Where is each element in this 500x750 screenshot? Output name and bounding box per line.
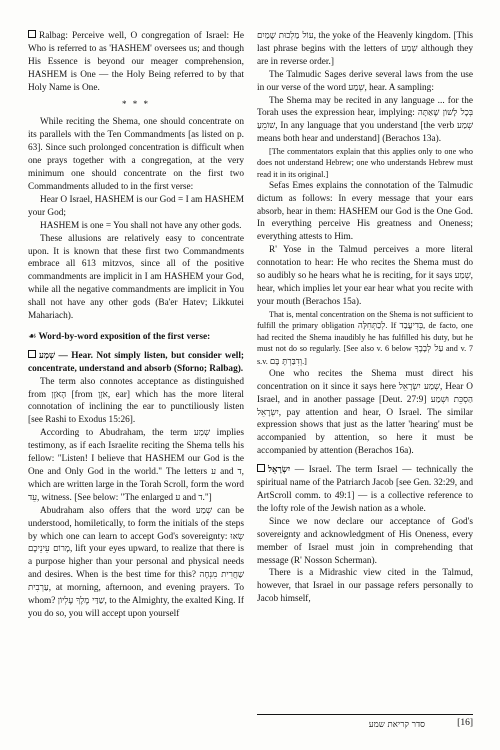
acceptance-paragraph: The term also connotes acceptance as distinguished from הָאֹזֶן [from אֹזֶן, ear] which has the more literal connotation of inclining the ear to punctiliously listen [see Rashi to Exodus 15:26].	[28, 376, 245, 426]
allusions-paragraph: These allusions are relatively easy to concentrate upon. It is known that these first two Commandments embrace all 613 mitzvos, since all of the positive commandments are implicit in I am HASHEM your God, while all the negative commandments are implicit in You shall not have any other gods (Ba'er Hatev; Likkutei Mahariach).	[28, 233, 244, 322]
ralbag-paragraph: Ralbag: Perceive well, O congregation of Israel: He Who is referred to as 'HASHEM' oversees us; and though His Essence is beyond our meager comprehension, HASHEM is One — the Holy Being referred to by that Holy Name is One.	[28, 31, 244, 93]
concentration-note: That is, mental concentration on the Shema is not sufficient to fulfill the primary obligation לְכַתְּחִלָּה. If בְּדִיעֲבַד, de facto, one had recited the Shema inaudibly he has fulfilled his duty, but he must not do so regularly. [See also v. 6 below עַל לְבָבֶךָ and v. 7 s.v. וְדִבַּרְתָּ בָּם.]	[257, 309, 473, 367]
language-paragraph: The Shema may be recited in any language ... for the Torah uses the expression hear, implying: בְּכָל לָשׁוֹן שֶׁאַתָּה שׁוֹמֵעַ, In any language that you understand [the verb שְׁמַע means both hear and understand] (Berachos 13a).	[257, 95, 473, 145]
one-line: HASHEM is one = You shall not have any other gods.	[40, 220, 242, 231]
right-column	[257, 30, 473, 606]
abudraham-homiletic-paragraph: Abudraham also offers that the word שְׁמַע can be understood, homiletically, to form the initials of the steps by which one can learn to accept God's sovereignty: שְׂאוּ מָרוֹם עֵינֵיכֶם, lift your eyes upward, to realize that there is a purpose higher than your personal and physical needs and desires. When is the best time for this? שַׁחֲרִית מִנְחָה עַרְבִית, at morning, afternoon, and evening prayers. To whom? שַׁדַּי מֶלֶךְ עֶלְיוֹן, to the Almighty, the exalted King. If you do so, you will accept upon yourself	[28, 505, 244, 619]
talmudic-paragraph: The Talmudic Sages derive several laws from the use in our verse of the word שְׁמַע, hear. A sampling:	[257, 69, 473, 93]
acceptance-sovereignty-paragraph: Since we now declare our acceptance of God's sovereignty and acknowledgment of His Oneness, every member of Israel must join in comprehending that message (R' Nosson Scherman).	[257, 516, 473, 566]
left-column	[28, 30, 244, 621]
page-number: [16]	[457, 718, 473, 728]
square-bullet-icon	[28, 350, 36, 358]
square-bullet-icon	[28, 30, 36, 38]
commentators-note: [The commentators explain that this applies only to one who does not understand Hebrew; one who understands Hebrew must read it in its original.]	[257, 147, 473, 179]
heavenly-kingdom-paragraph: עוֹל מַלְכוּת שָׁמַיִם, the yoke of the Heavenly kingdom. [This last phrase begins with the letters of שְׁמַע although they are in reverse order.]	[257, 31, 473, 67]
abudraham-paragraph: According to Abudraham, the term שְׁמַע implies testimony, as if each Israelite reciting the Shema tells his fellow: "Listen! I believe that HASHEM our God is the One and Only God in the world." The letters ע and ד, which are written large in the Torah Scroll, form the word עֵד, witness. [See below: "The enlarged ע and ד."]	[28, 428, 244, 503]
midrashic-paragraph: There is a Midrashic view cited in the Talmud, however, that Israel in our passage refers personally to Jacob himself,	[257, 568, 473, 605]
hear-entry: שְׁמַע — Hear. Not simply listen, but consider well; concentrate, understand and absorb (Sforno; Ralbag).	[28, 350, 245, 374]
section-divider: * * *	[122, 98, 150, 109]
israel-entry: יִשְׂרָאֵל — Israel. The term Israel — technically the spiritual name of the Patriarch Jacob [see Gen. 32:29, and ArtScroll comm. to 49:1] — is a collective reference to the lofty role of the Jewish nation as a whole.	[257, 465, 473, 514]
square-bullet-icon	[257, 464, 265, 472]
page-footer	[257, 714, 473, 730]
ornament-icon: ☙	[28, 331, 37, 342]
section-heading: ☙ Word-by-word exposition of the first verse:	[28, 331, 211, 342]
footer-title: סדר קריאת שמע	[368, 720, 425, 730]
yose-paragraph: R' Yose in the Talmud perceives a more literal connotation to hear: He who recites the Shema must do so audibly so he hears what he is reciting, for it says שְׁמַע, hear, which implies let your ear hear what you recite with your mouth (Berachos 15a).	[257, 245, 473, 307]
hear-line: Hear O Israel, HASHEM is our God = I am HASHEM your God;	[28, 194, 244, 218]
shema-intro-paragraph: While reciting the Shema, one should concentrate on its parallels with the Ten Commandments [as listed on p. 63]. Since such prolonged concentration is difficult when one prays together with a congregation, at the very minimum one should concentrate on the first two Commandments alluded to in the first verse:	[28, 117, 244, 192]
sefas-emes-paragraph: Sefas Emes explains the connotation of the Talmudic dictum as follows: In every message that your ears absorb, hear in them: HASHEM our God is the One God. In everything perceive His greatness and Oneness; everything attests to Him.	[257, 180, 473, 243]
direct-concentration-paragraph: One who recites the Shema must direct his concentration on it since it says here שְׁמַע יִשְׂרָאֵל, Hear O Israel, and in another passage [Deut. 27:9] הַסְכֵּת וּשְׁמַע יִשְׂרָאֵל, pay attention and hear, O Israel. The similar expression shows that just as the latter 'hearing' must be accompanied by attention, so here it must be accompanied by attention (Berachos 16a).	[257, 368, 474, 457]
